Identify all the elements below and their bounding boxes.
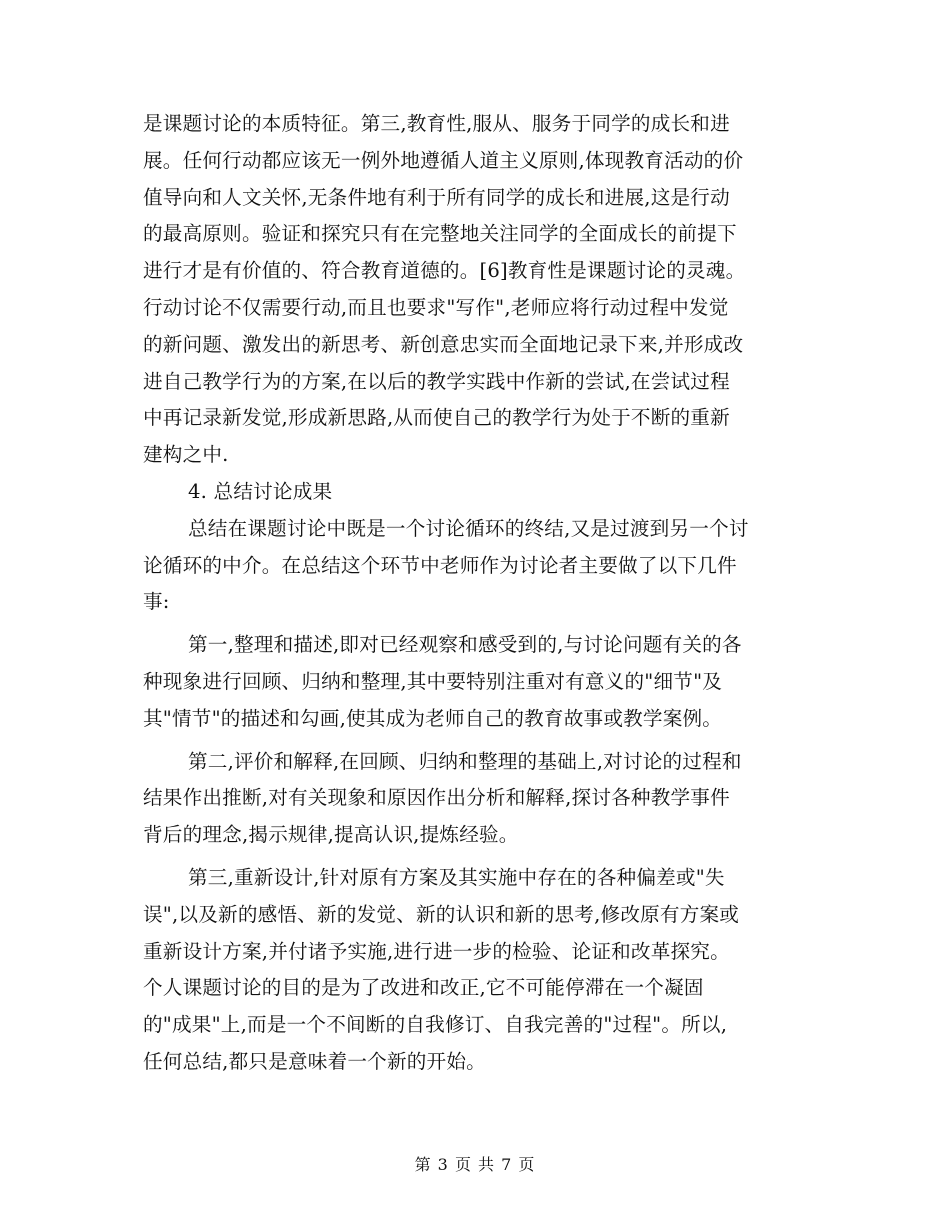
text-line: 展。任何行动都应该无一例外地遵循人道主义原则,体现教育活动的价 xyxy=(143,148,744,172)
text-line: 重新设计方案,并付诸予实施,进行进一步的检验、论证和改革探究。 xyxy=(143,939,730,963)
text-line: 个人课题讨论的目的是为了改进和改正,它不可能停滞在一个凝固 xyxy=(143,976,704,1000)
text-line: 论循环的中介。在总结这个环节中老师作为讨论者主要做了以下几件 xyxy=(143,553,737,577)
text-line: 的"成果"上,而是一个不间断的自我修订、自我完善的"过程"。所以, xyxy=(143,1013,728,1037)
section-heading: 4. 总结讨论成果 xyxy=(188,479,333,503)
text-line: 中再记录新发觉,形成新思路,从而使自己的教学行为处于不断的重新 xyxy=(143,406,730,430)
page-number-footer: 第 3 页 共 7 页 xyxy=(414,1155,536,1174)
text-line: 进自己教学行为的方案,在以后的教学实践中作新的尝试,在尝试过程 xyxy=(143,369,730,393)
text-line: 的最高原则。验证和探究只有在完整地关注同学的全面成长的前提下 xyxy=(143,222,737,246)
text-line: 的新问题、激发出的新思考、新创意忠实而全面地记录下来,并形成改 xyxy=(143,332,744,356)
paragraph-third-step xyxy=(143,860,811,1081)
paragraph-second-step xyxy=(143,744,811,854)
text-line: 是课题讨论的本质特征。第三,教育性,服从、服务于同学的成长和进 xyxy=(143,112,730,135)
paragraph-continuation xyxy=(143,106,811,474)
text-line: 种现象进行回顾、归纳和整理,其中要特别注重对有意义的"细节"及 xyxy=(143,669,723,693)
text-line: 背后的理念,揭示规律,提高认识,提炼经验。 xyxy=(143,823,519,847)
text-line: 事: xyxy=(143,590,170,614)
text-line: 其"情节"的描述和勾画,使其成为老师自己的教育故事或教学案例。 xyxy=(143,706,723,730)
document-body xyxy=(143,106,811,1081)
text-line: 总结在课题讨论中既是一个讨论循环的终结,又是过渡到另一个讨 xyxy=(188,516,749,540)
text-line: 结果作出推断,对有关现象和原因作出分析和解释,探讨各种教学事件 xyxy=(143,786,730,810)
text-line: 值导向和人文关怀,无条件地有利于所有同学的成长和进展,这是行动 xyxy=(143,185,730,209)
paragraph-summary-intro xyxy=(143,511,811,621)
text-line: 误",以及新的感悟、新的发觉、新的认识和新的思考,修改原有方案或 xyxy=(143,902,740,926)
text-line: 第二,评价和解释,在回顾、归纳和整理的基础上,对讨论的过程和 xyxy=(188,749,742,773)
text-line: 行动讨论不仅需要行动,而且也要求"写作",老师应将行动过程中发觉 xyxy=(143,295,729,319)
paragraph-first-step xyxy=(143,627,811,737)
text-line: 第三,重新设计,针对原有方案及其实施中存在的各种偏差或"失 xyxy=(188,865,725,889)
text-line: 建构之中. xyxy=(143,443,229,467)
text-line: 第一,整理和描述,即对已经观察和感受到的,与讨论问题有关的各 xyxy=(188,633,742,657)
text-line: 进行才是有价值的、符合教育道德的。[6]教育性是课题讨论的灵魂。 xyxy=(143,259,746,283)
text-line: 任何总结,都只是意味着一个新的开始。 xyxy=(143,1049,486,1073)
